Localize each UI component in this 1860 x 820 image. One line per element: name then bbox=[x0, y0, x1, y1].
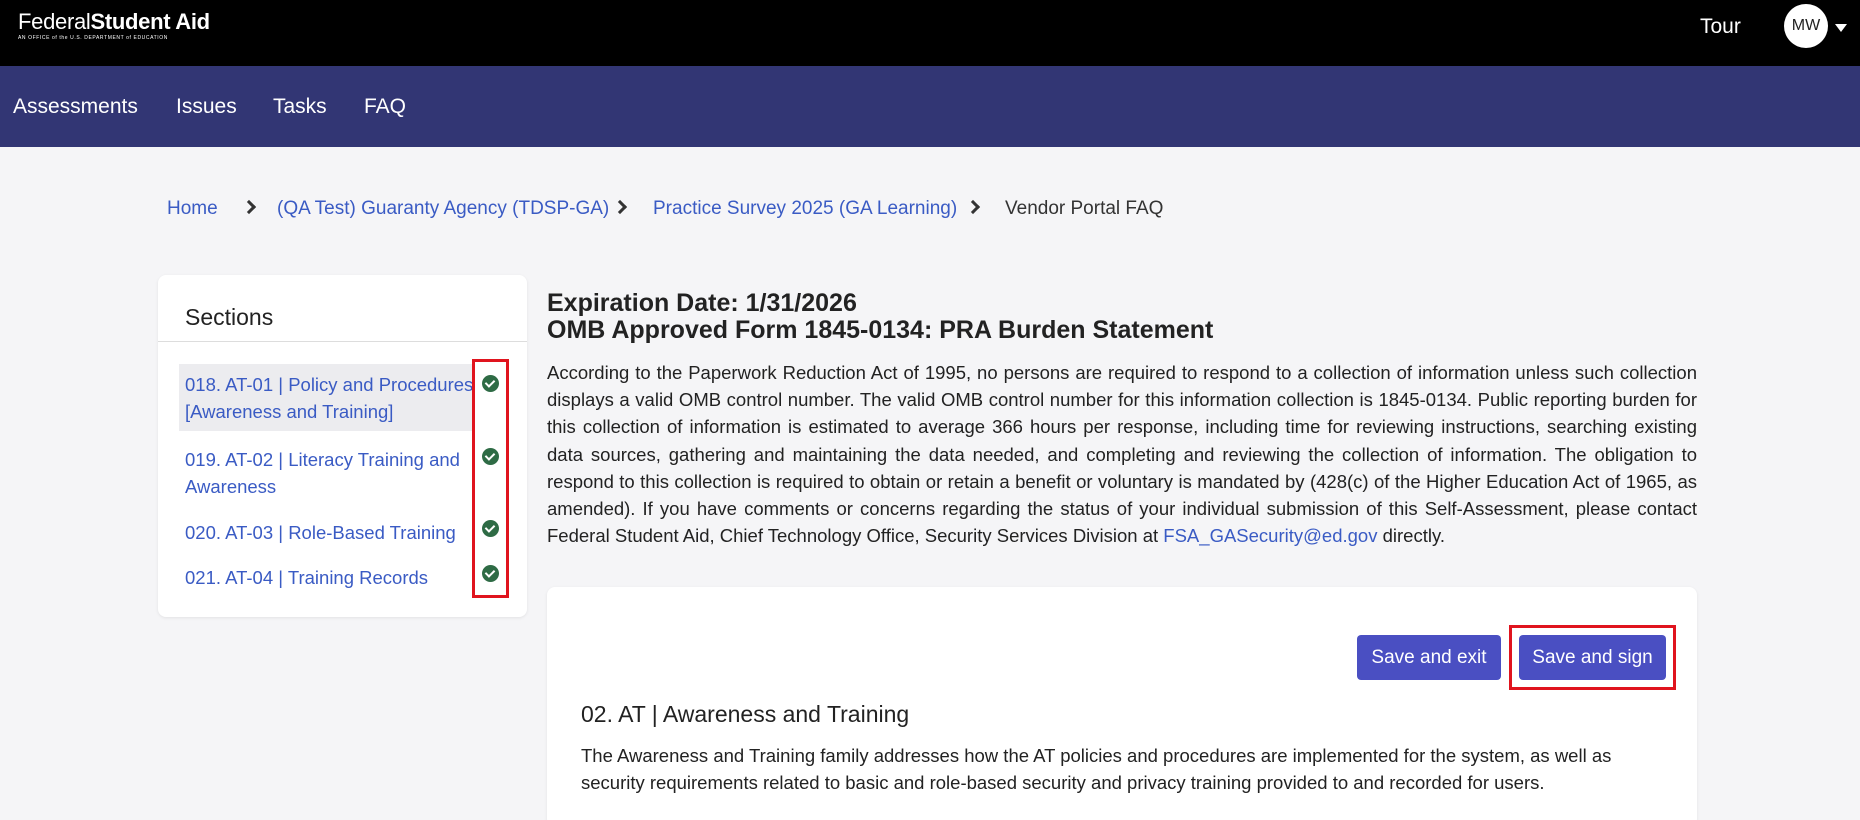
main-nav bbox=[0, 66, 1860, 147]
chevron-right-icon bbox=[613, 200, 627, 214]
fsa-logo[interactable] bbox=[18, 10, 210, 42]
burden-text: According to the Paperwork Reduction Act of 1995, no persons are required to respond to a collection of information unless such collection displays a valid OMB control number. The valid OMB control number for this information collection is 1845-0134. Public reporting burden for this collection of information is estimated to average 366 hours per response, including time for reviewing instructions, searching existing data sources, gathering and maintaining the data needed, and completing and reviewing the collection of information. The obligation to respond to this collection is required to obtain or retain a benefit or voluntary is mandated by (428(c) of the Higher Education Act of 1965, as amended). If you have comments or concerns regarding the status of your individual submission of this Self-Assessment, please contact Federal Student Aid, Chief Technology Office, Security Services Division at bbox=[547, 362, 1697, 547]
highlight-box bbox=[1509, 625, 1676, 690]
divider bbox=[158, 341, 527, 342]
omb-statement-title: OMB Approved Form 1845-0134: PRA Burden Statement bbox=[547, 316, 1214, 344]
top-bar bbox=[0, 0, 1860, 66]
logo-text: FederalStudent Aid bbox=[18, 9, 210, 34]
section-item-label: Awareness bbox=[185, 476, 277, 497]
nav-faq[interactable]: FAQ bbox=[364, 95, 407, 118]
section-item-at-02[interactable] bbox=[179, 443, 475, 503]
breadcrumb-survey[interactable]: Practice Survey 2025 (GA Learning) bbox=[653, 198, 958, 219]
breadcrumb-agency[interactable]: (QA Test) Guaranty Agency (TDSP-GA) bbox=[277, 198, 610, 219]
save-sign-button[interactable]: Save and sign bbox=[1519, 635, 1666, 680]
section-description: The Awareness and Training family addresses how the AT policies and procedures are implemented for the system, as well as security requirements related to basic and role-based security and privacy training provided to and recorded for users. bbox=[581, 745, 1612, 793]
section-item-at-01[interactable] bbox=[179, 364, 475, 431]
chevron-right-icon bbox=[242, 200, 256, 214]
breadcrumb-current: Vendor Portal FAQ bbox=[1005, 198, 1164, 219]
breadcrumb-home[interactable]: Home bbox=[167, 198, 218, 219]
section-item-label: 018. AT-01 | Policy and Procedures bbox=[185, 374, 474, 395]
pra-burden-statement bbox=[547, 359, 1697, 549]
highlight-box bbox=[472, 359, 509, 598]
user-avatar[interactable]: MW bbox=[1784, 4, 1828, 48]
sections-title: Sections bbox=[185, 304, 274, 330]
nav-issues[interactable]: Issues bbox=[176, 95, 237, 118]
nav-assessments[interactable]: Assessments bbox=[13, 95, 138, 118]
section-card bbox=[547, 587, 1697, 820]
section-item-label: [Awareness and Training] bbox=[185, 401, 394, 422]
email-link[interactable]: FSA_GASecurity@ed.gov bbox=[1163, 525, 1378, 547]
page-title bbox=[547, 290, 1213, 344]
section-item-at-04[interactable] bbox=[179, 561, 475, 595]
chevron-down-icon[interactable] bbox=[1835, 24, 1847, 32]
save-exit-button[interactable]: Save and exit bbox=[1357, 635, 1501, 680]
section-item-label: 021. AT-04 | Training Records bbox=[185, 567, 429, 588]
expiration-date: Expiration Date: 1/31/2026 bbox=[547, 289, 857, 317]
nav-tasks[interactable]: Tasks bbox=[273, 95, 327, 118]
logo-subtitle: AN OFFICE of the U.S. DEPARTMENT of EDUCATION bbox=[18, 35, 168, 41]
section-title: 02. AT | Awareness and Training bbox=[581, 701, 910, 727]
burden-text-end: directly. bbox=[1377, 525, 1445, 547]
section-item-label: 020. AT-03 | Role-Based Training bbox=[185, 522, 456, 543]
section-item-label: 019. AT-02 | Literacy Training and bbox=[185, 449, 460, 470]
tour-link[interactable]: Tour bbox=[1700, 15, 1741, 38]
chevron-right-icon bbox=[966, 200, 980, 214]
section-item-at-03[interactable] bbox=[179, 516, 475, 550]
